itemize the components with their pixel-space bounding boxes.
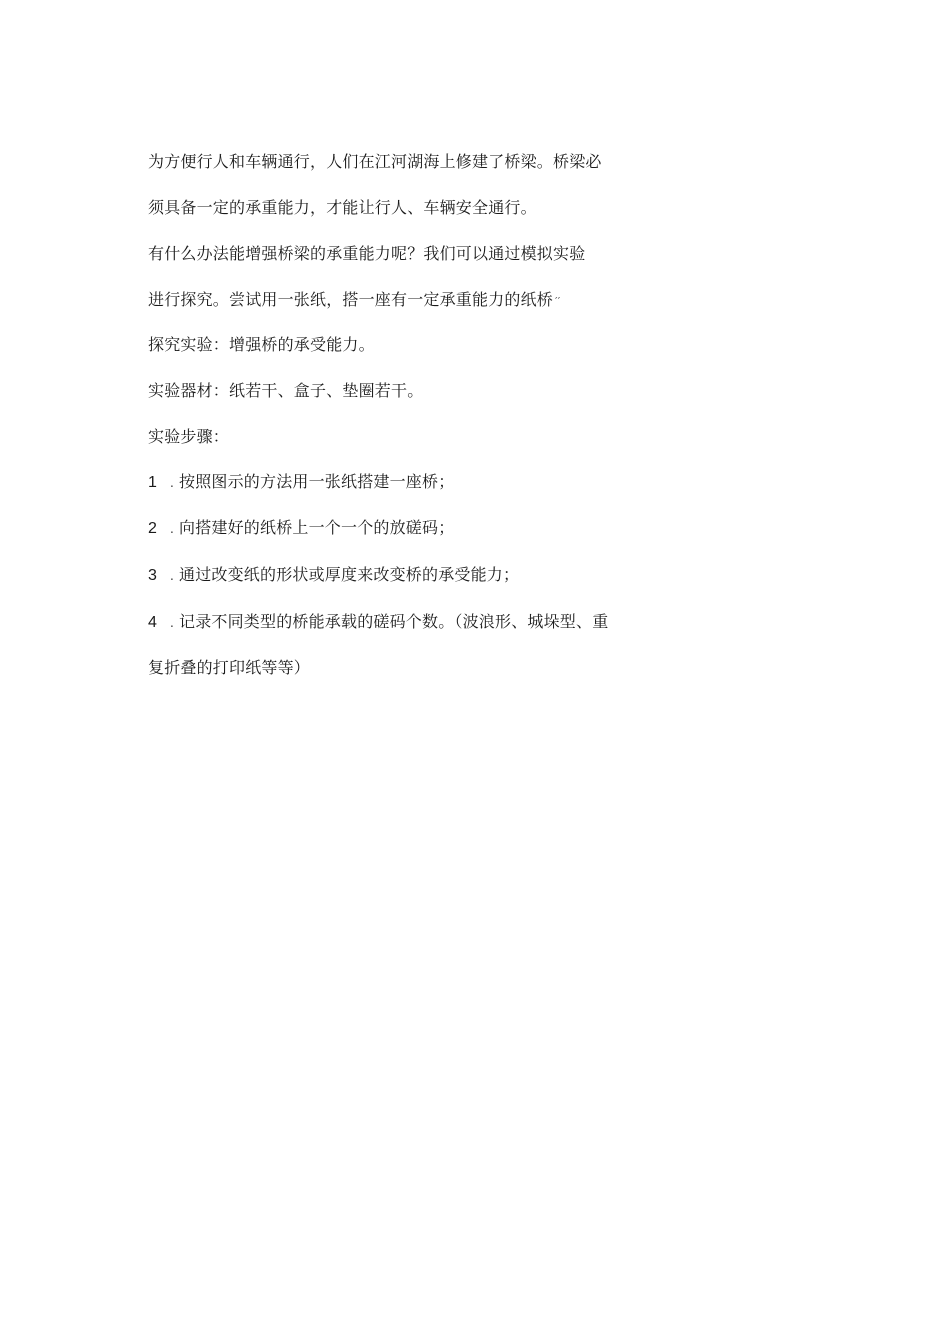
intro-line-3: 有什么办法能增强桥梁的承重能力呢？我们可以通过模拟实验 <box>148 244 586 263</box>
step-number: 2 <box>148 520 158 537</box>
step-number: 3 <box>148 567 158 584</box>
step-4-continuation: 复折叠的打印纸等等） <box>148 658 311 677</box>
step-text: 向搭建好的纸桥上一个一个的放磋码； <box>179 518 455 537</box>
step-dot: . <box>170 522 175 536</box>
materials-line: 实验器材：纸若干、盒子、垫圈若干。 <box>148 381 424 400</box>
step-number: 4 <box>148 614 158 631</box>
step-text: 记录不同类型的桥能承载的磋码个数。（波浪形、城垛型、重 <box>179 612 609 631</box>
step-dot: . <box>170 569 175 583</box>
intro-line-2: 须具备一定的承重能力，才能让行人、车辆安全通行。 <box>148 198 537 217</box>
step-number: 1 <box>148 474 158 491</box>
steps-heading: 实验步骤： <box>148 427 230 446</box>
intro-line-1: 为方便行人和车辆通行，人们在江河湖海上修建了桥梁。桥梁必 <box>148 152 602 171</box>
intro-line-4-mark: ′′ <box>555 295 561 308</box>
step-dot: . <box>170 616 175 630</box>
inquiry-line: 探究实验：增强桥的承受能力。 <box>148 335 375 354</box>
step-item-2 <box>148 518 454 539</box>
step-item-4 <box>148 612 608 633</box>
step-item-3 <box>148 565 519 586</box>
step-item-1 <box>148 472 454 493</box>
intro-line-4 <box>148 290 560 312</box>
step-text: 通过改变纸的形状或厚度来改变桥的承受能力； <box>179 565 520 584</box>
intro-line-4-text: 进行探究。尝试用一张纸，搭一座有一定承重能力的纸桥 <box>148 290 554 309</box>
step-dot: . <box>170 476 175 490</box>
step-text: 按照图示的方法用一张纸搭建一座桥； <box>179 472 455 491</box>
